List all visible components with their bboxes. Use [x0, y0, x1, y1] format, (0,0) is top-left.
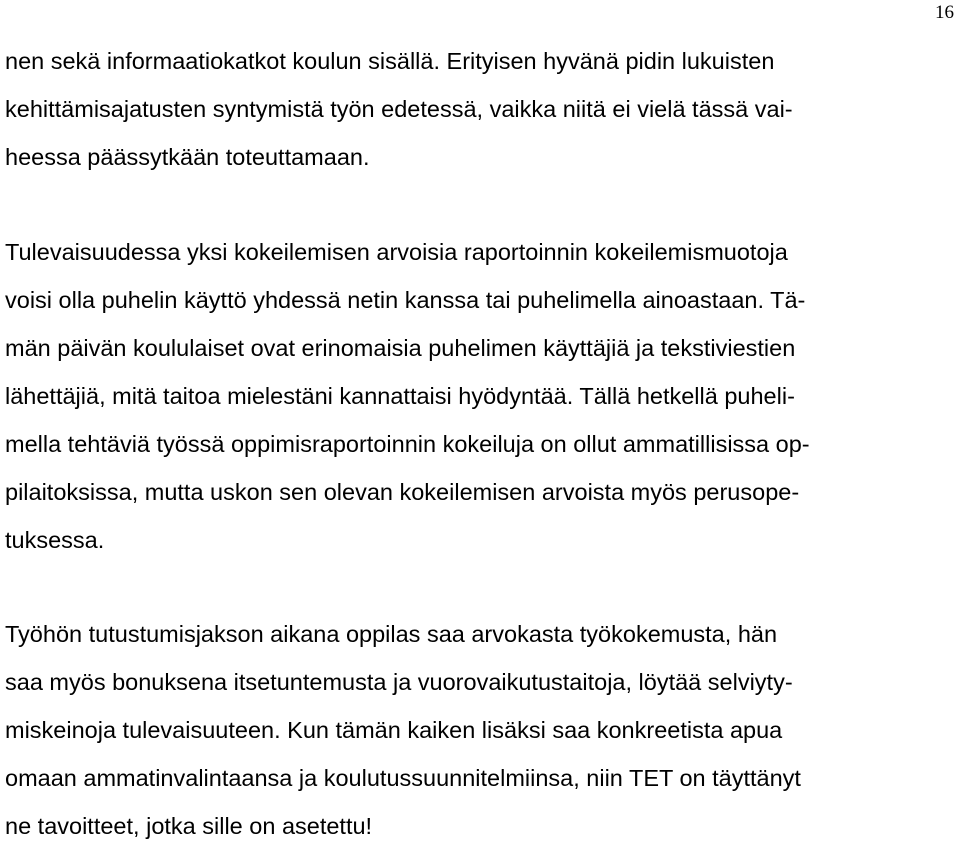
text-line: pilaitoksissa, mutta uskon sen olevan kokeilemisen arvoista myös perusope- [5, 479, 800, 505]
text-line: omaan ammatinvalintaansa ja koulutussuunnitelmiinsa, niin TET on täyttänyt [5, 765, 801, 791]
text-line: män päivän koululaiset ovat erinomaisia puhelimen käyttäjiä ja tekstiviestien [5, 335, 796, 361]
text-line: tuksessa. [5, 527, 105, 553]
text-line: Tulevaisuudessa yksi kokeilemisen arvoisia raportoinnin kokeilemismuotoja [5, 239, 788, 265]
paragraph-3 [5, 610, 955, 850]
text-line: mella tehtäviä työssä oppimisraportoinnin kokeiluja on ollut ammatillisissa op- [5, 431, 810, 457]
page-number: 16 [935, 2, 954, 23]
text-line: miskeinoja tulevaisuuteen. Kun tämän kaiken lisäksi saa konkreetista apua [5, 717, 783, 743]
text-line: Työhön tutustumisjakson aikana oppilas saa arvokasta työkokemusta, hän [5, 621, 778, 647]
text-line: voisi olla puhelin käyttö yhdessä netin kanssa tai puhelimella ainoastaan. Tä- [5, 287, 806, 313]
text-line: nen sekä informaatiokatkot koulun sisällä. Erityisen hyvänä pidin lukuisten [5, 48, 775, 74]
text-line: heessa päässytkään toteuttamaan. [5, 144, 370, 170]
paragraph-1 [5, 37, 955, 181]
text-line: ne tavoitteet, jotka sille on asetettu! [5, 813, 373, 839]
paragraph-2 [5, 228, 955, 564]
text-line: lähettäjiä, mitä taitoa mielestäni kannattaisi hyödyntää. Tällä hetkellä puheli- [5, 383, 795, 409]
text-line: kehittämisajatusten syntymistä työn edetessä, vaikka niitä ei vielä tässä vai- [5, 96, 793, 122]
text-line: saa myös bonuksena itsetuntemusta ja vuorovaikutustaitoja, löytää selviyty- [5, 669, 793, 695]
